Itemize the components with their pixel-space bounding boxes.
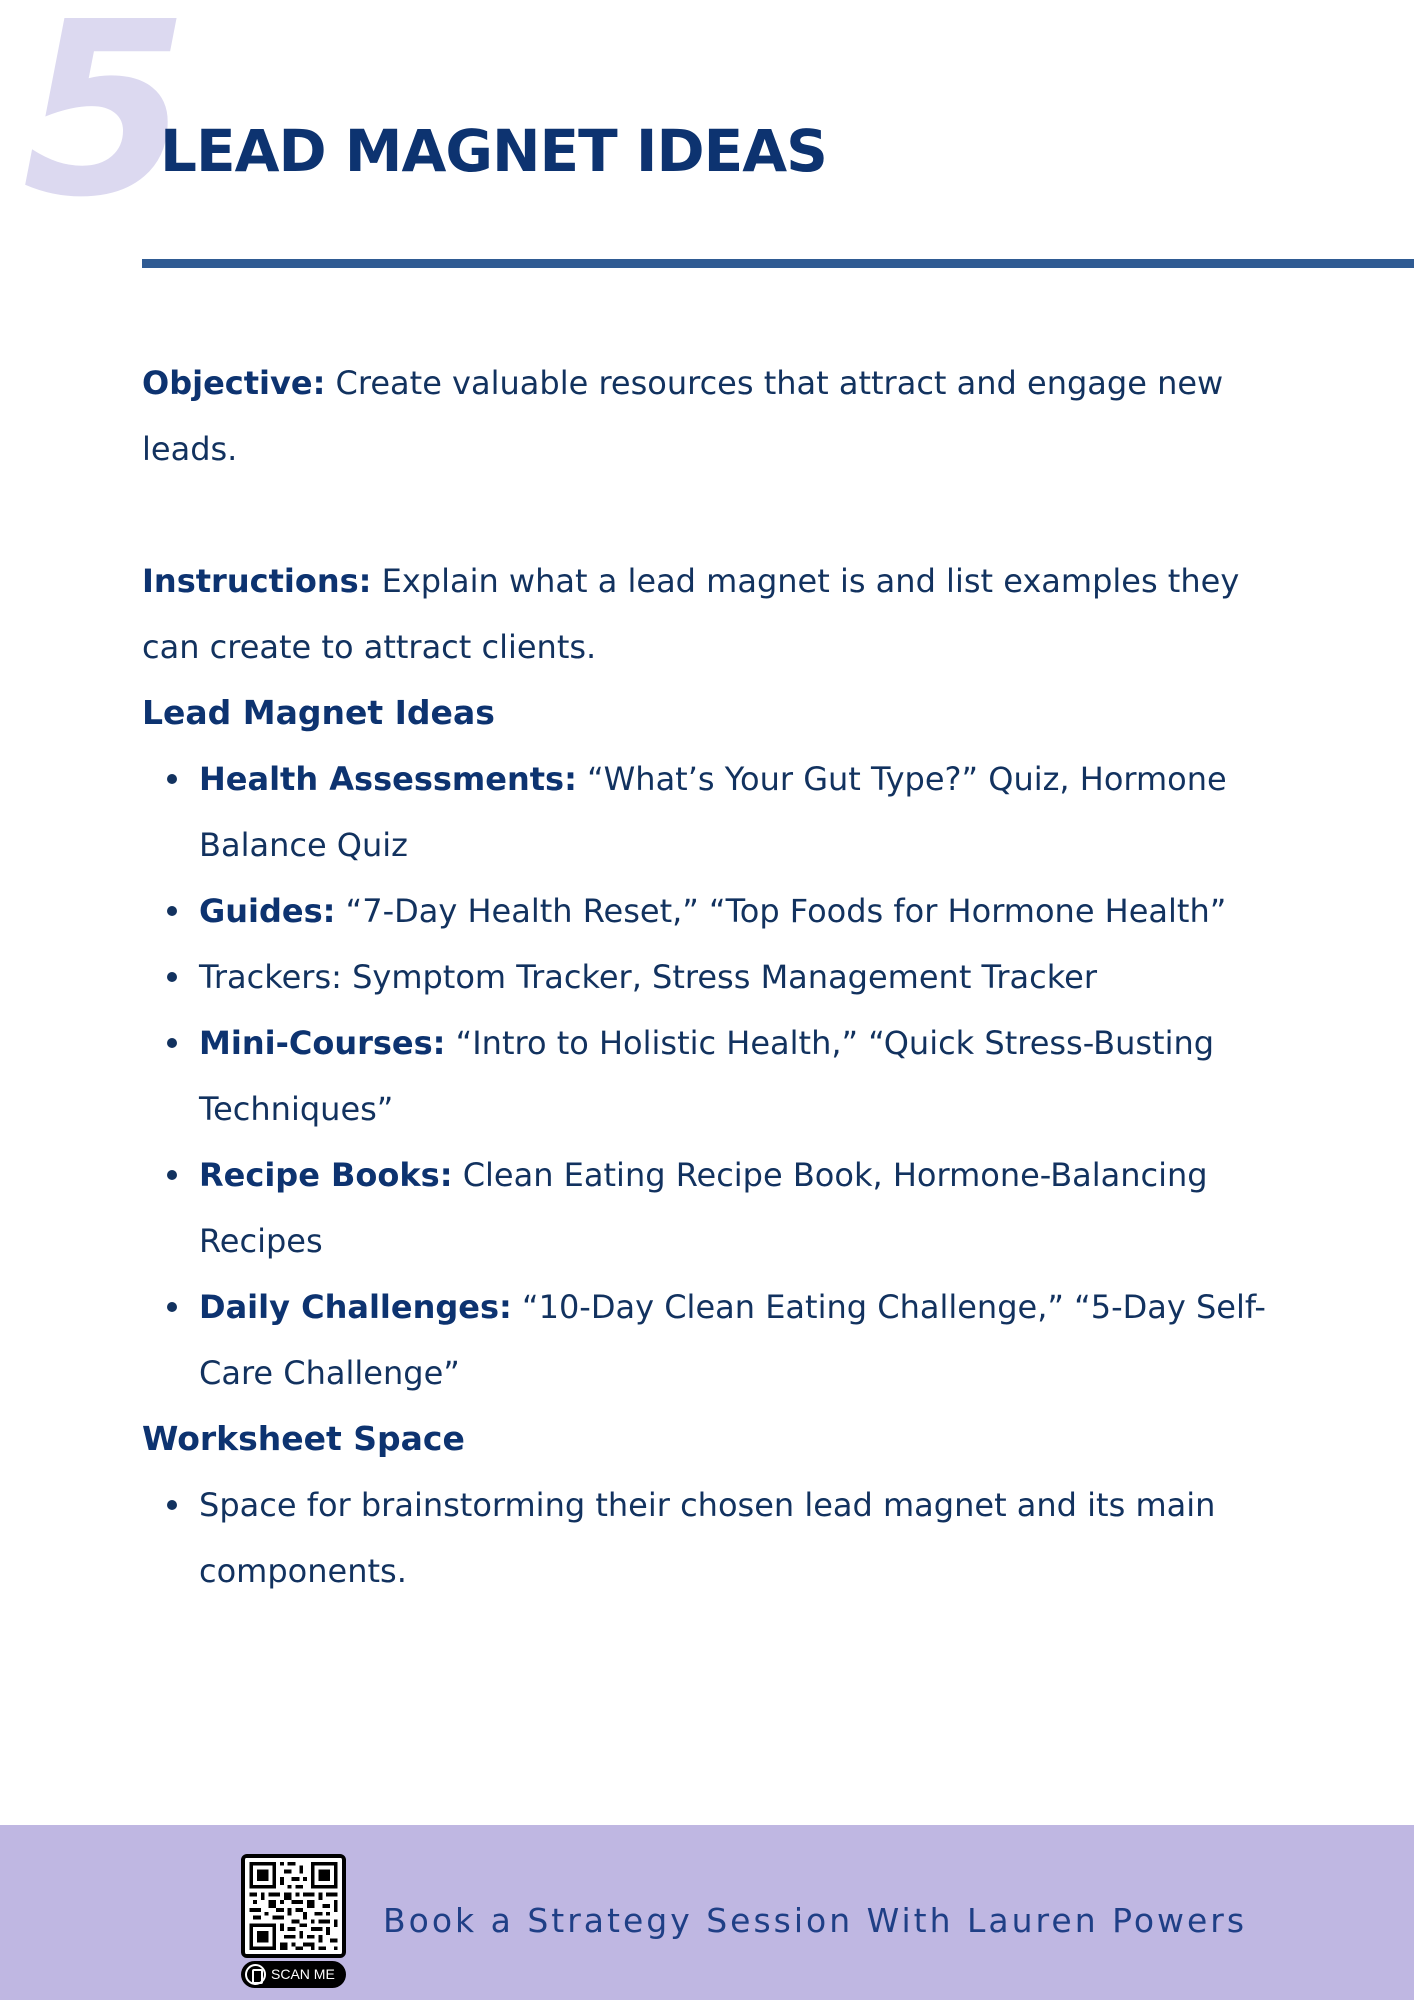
page-title: LEAD MAGNET IDEAS bbox=[160, 117, 827, 185]
main-content bbox=[142, 350, 1292, 1604]
instructions-label: Instructions: bbox=[142, 562, 372, 600]
section-number: 5 bbox=[22, 0, 183, 250]
item-text: Space for brainstorming their chosen lead magnet and its main components. bbox=[199, 1486, 1216, 1590]
list-item bbox=[142, 746, 1292, 878]
cta-text: Book a Strategy Session With Lauren Powers bbox=[383, 1901, 1248, 1940]
item-label: Guides: bbox=[199, 892, 336, 930]
objective-label: Objective: bbox=[142, 364, 326, 402]
item-label: Health Assessments: bbox=[199, 760, 577, 798]
item-text: “What’s Your Gut Type?” Quiz, Hormone Balance Quiz bbox=[199, 760, 1227, 864]
list-item bbox=[142, 878, 1292, 944]
list-item bbox=[142, 1472, 1292, 1604]
list-item bbox=[142, 944, 1292, 1010]
objective-text: Create valuable resources that attract and engage new leads. bbox=[142, 364, 1224, 468]
objective-paragraph bbox=[142, 350, 1292, 482]
instructions-text: Explain what a lead magnet is and list examples they can create to attract clients. bbox=[142, 562, 1240, 666]
qr-code-graphic bbox=[245, 1858, 342, 1954]
item-text: “10-Day Clean Eating Challenge,” “5-Day Self-Care Challenge” bbox=[199, 1288, 1266, 1392]
worksheet-list bbox=[142, 1472, 1292, 1604]
title-divider bbox=[142, 259, 1414, 268]
instructions-paragraph bbox=[142, 548, 1292, 680]
phone-icon bbox=[245, 1964, 266, 1985]
worksheet-heading: Worksheet Space bbox=[142, 1419, 465, 1458]
lead-magnet-list bbox=[142, 746, 1292, 1406]
footer-banner bbox=[0, 1825, 1414, 2000]
qr-code-icon[interactable] bbox=[241, 1854, 346, 1958]
item-label: Mini-Courses: bbox=[199, 1024, 446, 1062]
lead-magnet-heading: Lead Magnet Ideas bbox=[142, 693, 495, 732]
scan-me-badge bbox=[241, 1961, 346, 1988]
item-label: Recipe Books: bbox=[199, 1156, 453, 1194]
item-label: Daily Challenges: bbox=[199, 1288, 512, 1326]
list-item bbox=[142, 1010, 1292, 1142]
list-item bbox=[142, 1142, 1292, 1274]
item-text: “7-Day Health Reset,” “Top Foods for Hormone Health” bbox=[345, 892, 1227, 930]
list-item bbox=[142, 1274, 1292, 1406]
item-text: Clean Eating Recipe Book, Hormone-Balancing Recipes bbox=[199, 1156, 1208, 1260]
item-text: Trackers: Symptom Tracker, Stress Management Tracker bbox=[199, 958, 1097, 996]
scan-me-label: SCAN ME bbox=[271, 1966, 335, 1982]
item-text: “Intro to Holistic Health,” “Quick Stress-Busting Techniques” bbox=[199, 1024, 1215, 1128]
